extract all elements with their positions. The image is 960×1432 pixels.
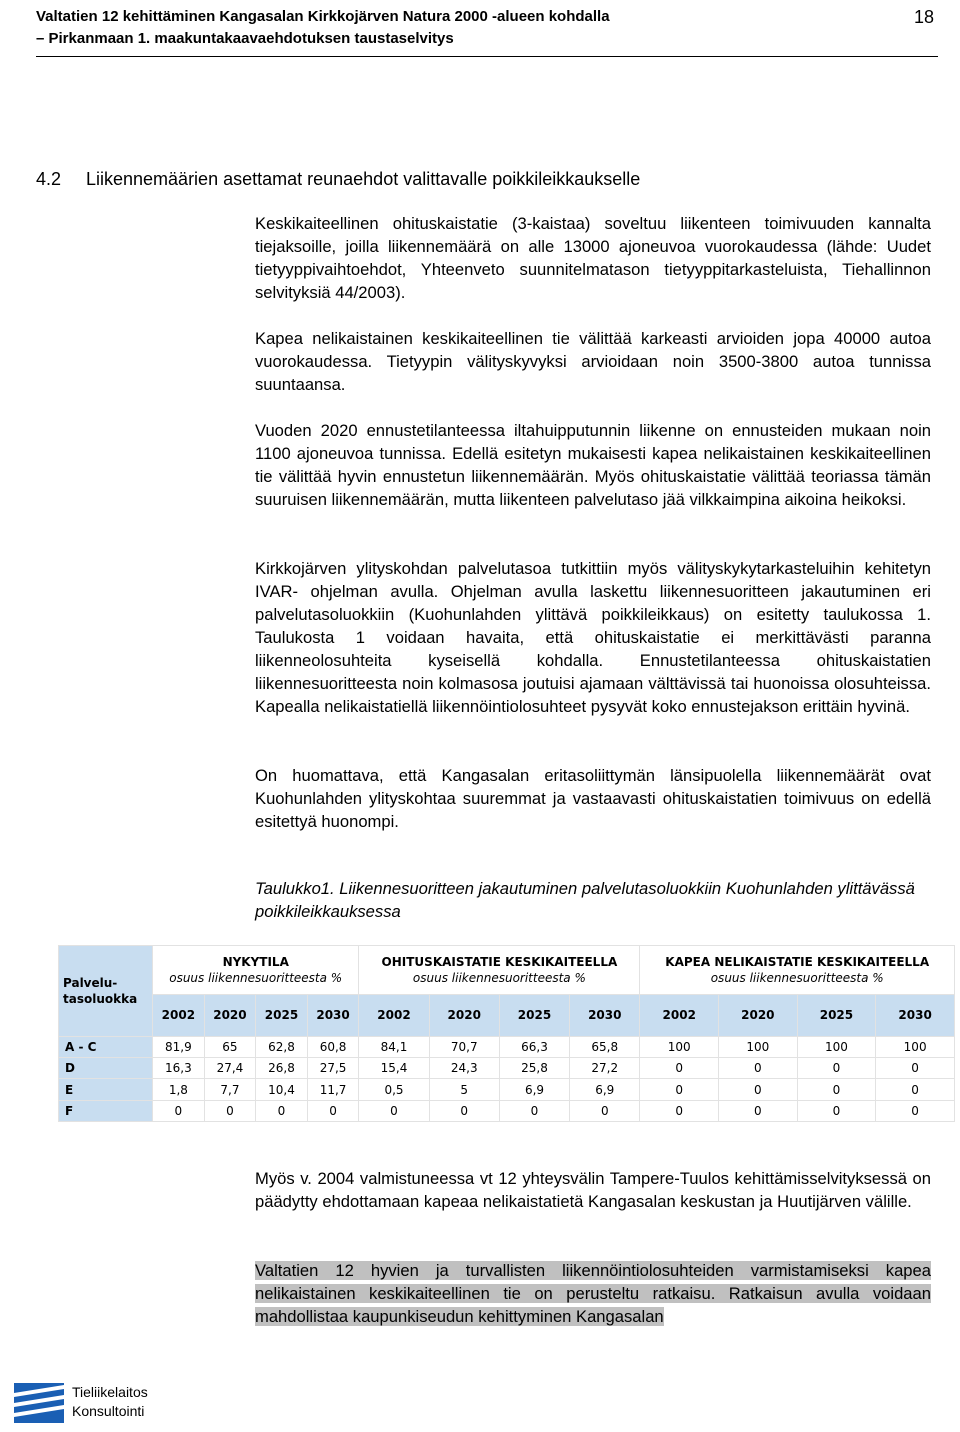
table-cell: 100 xyxy=(719,1037,797,1057)
table-cell: 60,8 xyxy=(308,1037,359,1057)
paragraph-1: Keskikaiteellinen ohituskaistatie (3-kaistaa) soveltuu liikenteen toimivuuden kannalta tiejaksoille, joilla liikennemäärä on alle 13000 ajoneuvoa vuorokaudessa (lähde: Uudet tietyyppivaihtoehdot, Yhteenveto suunnitelmatason tietyyppitarkasteluista, Tiehallinnon selvityksiä 44/2003). xyxy=(255,214,931,302)
table-cell: 6,9 xyxy=(500,1079,569,1099)
table-cell: 0 xyxy=(798,1079,876,1099)
footer-org-line2: Konsultointi xyxy=(72,1403,145,1419)
table-cell: 0 xyxy=(640,1058,718,1078)
table-cell: 0 xyxy=(308,1101,359,1121)
table-row xyxy=(59,1101,954,1121)
table-cell: 0 xyxy=(256,1101,307,1121)
table-cell: 0 xyxy=(876,1101,954,1121)
table-cell: 0 xyxy=(640,1079,718,1099)
page-number: 18 xyxy=(913,7,934,27)
table-cell: 0 xyxy=(719,1101,797,1121)
year-header: 2025 xyxy=(256,995,307,1036)
paragraph-2: Kapea nelikaistainen keskikaiteellinen tie välittää karkeasti arvioiden jopa 40000 autoa vuorokaudessa. Tietyypin välityskyvyksi arvioidaan noin 3500-3800 autoa tunnissa suuntaansa. xyxy=(255,329,931,394)
table-cell: 0 xyxy=(430,1101,499,1121)
section-number: 4.2 xyxy=(36,169,62,189)
table-cell: 0 xyxy=(798,1101,876,1121)
table-cell: 0 xyxy=(719,1079,797,1099)
service-class-label: D xyxy=(59,1058,152,1078)
paragraph-5: On huomattava, että Kangasalan eritasoliittymän länsipuolella liikennemäärät ovat Kuohunlahden ylityskohtaa suuremmat ja vastaavasti ohituskaistatien toimivuus on edellä esitettyä huonompi. xyxy=(255,766,931,831)
year-header: 2002 xyxy=(153,995,204,1036)
table-cell: 100 xyxy=(640,1037,718,1057)
table-cell: 0 xyxy=(640,1101,718,1121)
header-divider xyxy=(36,56,938,57)
table-cell: 0 xyxy=(876,1079,954,1099)
table-cell: 10,4 xyxy=(256,1079,307,1099)
year-header: 2020 xyxy=(430,995,499,1036)
group-header-nelikaistatie: KAPEA NELIKAISTATIE KESKIKAITEELLA osuus liikennesuoritteesta % xyxy=(640,946,954,994)
group-header-ohituskaistatie: OHITUSKAISTATIE KESKIKAITEELLA osuus liikennesuoritteesta % xyxy=(359,946,639,994)
paragraph-3: Vuoden 2020 ennustetilanteessa iltahuipputunnin liikenne on ennusteiden mukaan noin 1100 ajoneuvoa tunnissa. Edellä esitetyn mukaisesti kapea nelikaistainen keskikaiteellinen tie välittää hyvin ennustetun liikennemäärän. Myös ohituskaistatie välittää teoriassa tämän suuruisen liikennemäärän, mutta liikenteen palvelutaso jää vilkkaimpina aikoina heikoksi. xyxy=(255,421,931,509)
table-cell: 27,5 xyxy=(308,1058,359,1078)
table-cell: 100 xyxy=(798,1037,876,1057)
table-cell: 0 xyxy=(500,1101,569,1121)
year-header: 2002 xyxy=(640,995,718,1036)
year-header: 2020 xyxy=(719,995,797,1036)
table-cell: 0 xyxy=(153,1101,204,1121)
year-row xyxy=(59,995,954,1036)
footer-org-line1: Tieliikelaitos xyxy=(72,1384,148,1400)
year-header: 2030 xyxy=(308,995,359,1036)
table-cell: 0 xyxy=(359,1101,428,1121)
table-caption: Taulukko1. Liikennesuoritteen jakautuminen palvelutasoluokkiin Kuohunlahden ylittävässä poikkileikkauksessa xyxy=(255,879,915,921)
table-cell: 62,8 xyxy=(256,1037,307,1057)
table-cell: 11,7 xyxy=(308,1079,359,1099)
table-cell: 27,2 xyxy=(570,1058,639,1078)
table-cell: 0 xyxy=(719,1058,797,1078)
year-header: 2030 xyxy=(570,995,639,1036)
section-title: Liikennemäärien asettamat reunaehdot valittavalle poikkileikkaukselle xyxy=(86,169,641,189)
table-row xyxy=(59,1079,954,1099)
table-cell: 26,8 xyxy=(256,1058,307,1078)
table-cell: 100 xyxy=(876,1037,954,1057)
table-row xyxy=(59,1058,954,1078)
table-cell: 0,5 xyxy=(359,1079,428,1099)
header-title: Valtatien 12 kehittäminen Kangasalan Kirkkojärven Natura 2000 -alueen kohdalla xyxy=(36,8,610,25)
table-cell: 84,1 xyxy=(359,1037,428,1057)
table-cell: 15,4 xyxy=(359,1058,428,1078)
paragraph-6: Myös v. 2004 valmistuneessa vt 12 yhteysvälin Tampere-Tuulos kehittämisselvityksessä on päädytty ehdottamaan kapeaa nelikaistatietä Kangasalan keskustan ja Huutijärven välille. xyxy=(255,1169,931,1211)
table-cell: 65 xyxy=(205,1037,256,1057)
table-cell: 24,3 xyxy=(430,1058,499,1078)
table-cell: 0 xyxy=(876,1058,954,1078)
footer-organization xyxy=(72,1383,148,1421)
service-level-table xyxy=(58,945,955,1122)
table-cell: 70,7 xyxy=(430,1037,499,1057)
year-header: 2025 xyxy=(500,995,569,1036)
table-cell: 7,7 xyxy=(205,1079,256,1099)
table-cell: 0 xyxy=(205,1101,256,1121)
table-cell: 0 xyxy=(570,1101,639,1121)
year-header: 2030 xyxy=(876,995,954,1036)
section-heading xyxy=(36,168,640,190)
year-header: 2002 xyxy=(359,995,428,1036)
service-class-label: A - C xyxy=(59,1037,152,1057)
table-corner-header: Palvelu- tasoluokka xyxy=(59,946,152,1036)
service-class-label: E xyxy=(59,1079,152,1099)
page-header xyxy=(36,6,936,50)
header-subtitle: – Pirkanmaan 1. maakuntakaavaehdotuksen taustaselvitys xyxy=(36,30,454,47)
group-header-nykytila: NYKYTILA osuus liikennesuoritteesta % xyxy=(153,946,358,994)
year-header: 2025 xyxy=(798,995,876,1036)
table-cell: 25,8 xyxy=(500,1058,569,1078)
table-cell: 0 xyxy=(798,1058,876,1078)
table-cell: 16,3 xyxy=(153,1058,204,1078)
service-class-label: F xyxy=(59,1101,152,1121)
tieliikelaitos-logo-icon xyxy=(14,1383,64,1423)
year-header: 2020 xyxy=(205,995,256,1036)
paragraph-7: Valtatien 12 hyvien ja turvallisten liikennöintiolosuhteiden varmistamiseksi kapea nelikaistainen keskikaiteellinen tie on perusteltu ratkaisu. Ratkaisun avulla voidaan mahdollistaa kaupunkiseudun kehittyminen Kangasalan xyxy=(255,1261,931,1326)
paragraph-4: Kirkkojärven ylityskohdan palvelutasoa tutkittiin myös välityskykytarkasteluihin kehitetyn IVAR- ohjelman avulla. Ohjelman avulla laskettu liikennesuoritteen jakautuminen eri palvelutasoluokkiin (Kuohunlahden ylittävä poikkileikkaus) on esitetty taulukossa 1. Taulukosta 1 voidaan havaita, että ohituskaistatie ei merkittävästi paranna liikenneolosuhteita kyseisellä kohdalla. Ennustetilanteessa ohituskaistatien liikennesuoritteesta noin kolmasosa joutuisi ajamaan välttävissä tai huonoissa olosuhteissa. Kapealla nelikaistatiellä liikennöintiolosuhteet pysyvät koko ennustejakson erittäin hyvinä. xyxy=(255,559,931,716)
table-cell: 66,3 xyxy=(500,1037,569,1057)
table-cell: 5 xyxy=(430,1079,499,1099)
table-cell: 81,9 xyxy=(153,1037,204,1057)
table-cell: 1,8 xyxy=(153,1079,204,1099)
table-row xyxy=(59,1037,954,1057)
table-cell: 6,9 xyxy=(570,1079,639,1099)
table-cell: 27,4 xyxy=(205,1058,256,1078)
table-cell: 65,8 xyxy=(570,1037,639,1057)
